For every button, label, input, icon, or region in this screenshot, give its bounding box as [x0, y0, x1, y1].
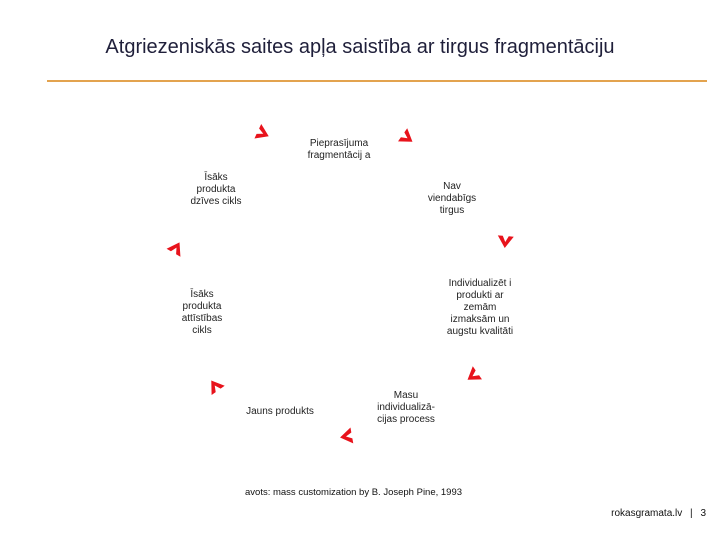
footer-separator: | [690, 508, 693, 519]
node-shorter-life-cycle: Īsāks produkta dzīves cikls [190, 172, 242, 207]
node-individualized-products: Individualizēt i produkti ar zemām izmaksām un augstu kvalitāti [446, 278, 514, 337]
node-mass-customization-process: Masu individualizā- cijas process [377, 390, 435, 425]
source-note: avots: mass customization by B. Joseph Pine, 1993 [245, 487, 463, 498]
chevron-arrow-icon [463, 366, 482, 386]
chevron-arrow-icon [497, 235, 514, 248]
chevron-arrow-icon [398, 128, 417, 148]
chevron-arrow-icon [167, 238, 187, 256]
node-demand-fragmentation: Pieprasījuma fragmentācij a [307, 138, 371, 161]
chevron-arrow-icon [254, 124, 272, 144]
chevron-arrow-icon [339, 428, 354, 446]
node-new-product: Jauns produkts [246, 406, 314, 417]
page-number: 3 [700, 508, 706, 519]
node-shorter-development-cycle: Īsāks produkta attīstības cikls [181, 289, 223, 336]
footer [611, 508, 706, 519]
footer-site: rokasgramata.lv [611, 508, 683, 519]
chevron-arrow-icon [205, 376, 225, 395]
node-heterogeneous-market: Nav viendabīgs tirgus [427, 181, 477, 216]
slide-title: Atgriezeniskās saites apļa saistība ar tirgus fragmentāciju [105, 36, 615, 58]
